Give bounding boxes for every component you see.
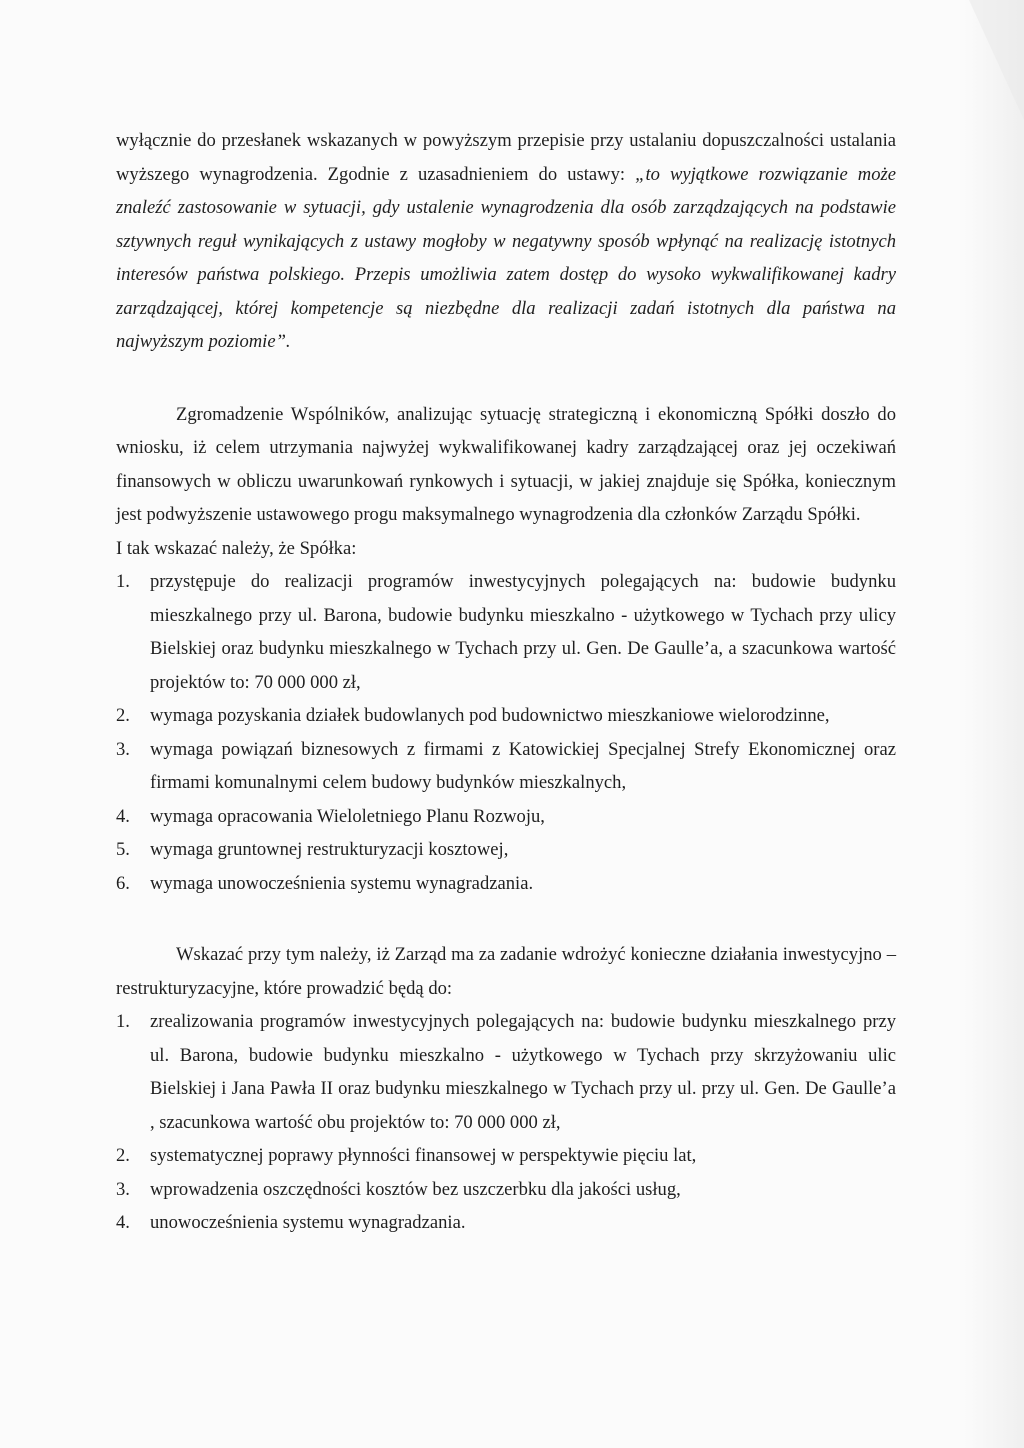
- list-item: [116, 733, 896, 800]
- list-item-text: wymaga unowocześnienia systemu wynagradzania.: [150, 872, 534, 894]
- list-item: [116, 699, 896, 733]
- list-item-number: 2.: [116, 1145, 130, 1166]
- company-needs-list: [116, 565, 896, 900]
- list-item-text: wymaga gruntownej restrukturyzacji kosztowej,: [150, 839, 509, 860]
- paragraph-board-tasks: Wskazać przy tym należy, iż Zarząd ma za zadanie wdrożyć konieczne działania inwestycyjno – restrukturyzacyjne, które prowadzić będą do:: [116, 944, 896, 999]
- list-item: [116, 1005, 896, 1139]
- list-item-number: 3.: [116, 1178, 130, 1200]
- paragraph-justification-text: wyłącznie do przesłanek wskazanych w powyższym przepisie przy ustalaniu dopuszczalności ustalania wyższego wynagrodzenia. Zgodnie z uzasadnieniem do ustawy:: [116, 130, 896, 185]
- list-item-number: 1.: [116, 1011, 130, 1032]
- list-item-text: przystępuje do realizacji programów inwestycyjnych polegających na: budowie budynku mieszkalnego przy ul. Barona, budowie budynku mieszkalno - użytkowego w Tychach przy ulicy Bielskiej oraz budynku mieszkalnego w Tychach przy ul. Gen. De Gaulle’a, a szacunkowa wartość projektów to: 70 000 000 zł,: [150, 571, 896, 693]
- list-item-number: 3.: [116, 738, 130, 760]
- list-item-number: 6.: [116, 872, 130, 894]
- list-item: [116, 867, 896, 901]
- list-item-number: 4.: [116, 1212, 130, 1233]
- paragraph-justification: [116, 124, 896, 359]
- list-item-number: 1.: [116, 571, 130, 592]
- page-corner-fold: [969, 0, 1024, 120]
- list-item: [116, 1139, 896, 1173]
- list-item-number: 2.: [116, 705, 130, 726]
- statute-rationale-quote: „to wyjątkowe rozwiązanie może znaleźć zastosowanie w sytuacji, gdy ustalenie wynagrodzenia dla osób zarządzających na podstawie sztywnych reguł wynikających z ustawy mogłoby w negatywny sposób wpłynąć na realizację istotnych interesów państwa polskiego. Przepis umożliwia zatem dostęp do wysoko wykwalifikowanej kadry zarządzającej, której kompetencje są niezbędne dla realizacji zadań istotnych dla państwa na najwyższym poziomie”.: [116, 163, 896, 352]
- paragraph-shareholders-conclusion: Zgromadzenie Wspólników, analizując sytuację strategiczną i ekonomiczną Spółki doszło do wniosku, iż celem utrzymania najwyżej wykwalifikowanej kadry zarządzającej oraz jej oczekiwań finansowych w obliczu uwarunkowań rynkowych i sytuacji, w jakiej znajduje się Spółka, koniecznym jest podwyższenie ustawowego progu maksymalnego wynagrodzenia dla członków Zarządu Spółki.: [116, 403, 896, 525]
- list-item: [116, 1173, 896, 1207]
- list-item: [116, 800, 896, 834]
- page-edge-shadow: [964, 0, 1024, 1448]
- list-item-text: zrealizowania programów inwestycyjnych polegających na: budowie budynku mieszkalnego przy ul. Barona, budowie budynku mieszkalno - użytkowego w Tychach przy skrzyżowaniu ulic Bielskiej i Jana Pawła II oraz budynku mieszkalnego w Tychach przy ul. przy ul. Gen. De Gaulle’a , szacunkowa wartość obu projektów to: 70 000 000 zł,: [150, 1011, 896, 1133]
- board-actions-list: [116, 1005, 896, 1240]
- list-item: [116, 565, 896, 699]
- list-item-number: 4.: [116, 805, 130, 827]
- list-item-text: wprowadzenia oszczędności kosztów bez uszczerbku dla jakości usług,: [150, 1178, 681, 1200]
- list-item: [116, 1206, 896, 1240]
- list-item-text: wymaga powiązań biznesowych z firmami z Katowickiej Specjalnej Strefy Ekonomicznej oraz firmami komunalnymi celem budowy budynków mieszkalnych,: [150, 738, 896, 793]
- list-item-text: systematycznej poprawy płynności finansowej w perspektywie pięciu lat,: [150, 1145, 697, 1166]
- list-item-text: wymaga opracowania Wieloletniego Planu Rozwoju,: [150, 805, 545, 827]
- document-body: [116, 124, 896, 1240]
- list-item-number: 5.: [116, 839, 130, 860]
- list-item-text: wymaga pozyskania działek budowlanych pod budownictwo mieszkaniowe wielorodzinne,: [150, 705, 830, 726]
- list-item-text: unowocześnienia systemu wynagradzania.: [150, 1212, 466, 1233]
- list-item: [116, 833, 896, 867]
- paragraph-company-intro: I tak wskazać należy, że Spółka:: [116, 537, 357, 559]
